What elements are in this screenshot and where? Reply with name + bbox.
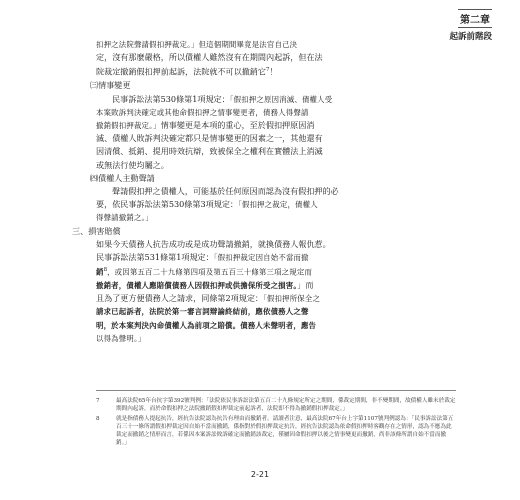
text-run: 院裁定撤銷假扣押前起訴，法院就不可以撤銷它 — [96, 67, 266, 78]
paragraph-line — [96, 159, 456, 172]
footnote-number: 8 — [96, 416, 100, 422]
quote-run: 本案敗訴判決確定或其他命假扣押之情事變更者，債務人得聲請 — [96, 107, 309, 117]
quote-run: 撤銷者，債權人應賠償債務人因假扣押或供擔保所受之損害。 — [96, 281, 298, 291]
text-run: 」而 — [297, 280, 314, 291]
quote-run: 「假扣押所保全之 — [263, 294, 321, 304]
text-run: 情事變更是本項的重心，至於假扣押原因消 — [160, 119, 315, 130]
text-run: ！ — [269, 67, 278, 78]
text-run: 民事訴訟法第530條第1項規定： — [112, 93, 230, 104]
text-run: 扣押之法院聲請假扣押裁定。」但這個期間畢竟是法官自己決 — [96, 40, 298, 49]
page-number: 2-21 — [250, 470, 270, 479]
quote-run: 明，於本案判決內命債權人為前項之賠償。債務人未聲明者，應告 — [96, 320, 317, 330]
paragraph-line — [96, 264, 456, 279]
quote-run: 銷 — [96, 267, 104, 277]
text-run: 定，沒有那麼嚴格，所以債權人雖然沒有在期間內起訴，但在法 — [96, 52, 323, 63]
paragraph-line — [96, 64, 456, 79]
paragraph-line — [96, 251, 456, 264]
footnote-7 — [96, 397, 456, 413]
quote-run: 得聲請撤銷之。」 — [96, 213, 154, 223]
paragraph-line — [96, 51, 456, 64]
footnote-ref[interactable]: 7 — [265, 67, 270, 74]
quote-run: 「假扣押之原因消滅、債權人受 — [229, 94, 333, 104]
quote-run: 撤銷假扣押裁定。」 — [96, 120, 161, 130]
text-run: 或無法行使均屬之。 — [96, 159, 169, 170]
section-label: 起訴前階段 — [449, 32, 492, 42]
paragraph-line — [96, 106, 456, 119]
quote-run: 請求已起訴者，法院於第一審言詞辯論終結前，應依債務人之聲 — [96, 307, 309, 317]
footnote-ref[interactable]: 8 — [103, 267, 108, 274]
paragraph-line — [96, 211, 456, 224]
paragraph-line — [96, 38, 456, 51]
text-run: 因清償、抵銷、提用時效抗辯，致被保全之權利在實體法上消滅 — [96, 146, 323, 157]
text-run: 且為了更方便債務人之請求，同條第2項規定： — [96, 293, 264, 304]
paragraph-line — [96, 279, 456, 292]
text-run: 如果今天債務人抗告成功或是成功聲請撤銷，就換債務人報仇惹。 — [96, 238, 331, 249]
paragraph-line — [96, 198, 456, 211]
paragraph-line — [96, 292, 456, 305]
paragraph-line — [96, 119, 456, 132]
footnote-text: 最高法院65年台抗字第392號判例：「法院依民事訴訟法第五百二十九條規定所定之期間，係裁定期間，非不變期間，故債權人雖未於裁定期間內起訴，而於命假扣押之法院撤銷假扣押裁定前起訴者，法院即不得為撤銷假扣押裁定。」 — [116, 398, 456, 412]
footnote-8 — [96, 415, 456, 447]
paragraph-line — [96, 145, 456, 158]
paragraph-line — [96, 319, 456, 332]
footnote-text: 就是指債務人提起抗告，經抗告法院認為抗告有理由而撤銷者。請讀者注意，最高法院67年台上字第1107號判例認為：「民事訴訟法第五百三十一條所謂假扣押裁定因自始不當而撤銷，係指對於假扣押裁定抗告，經抗告法院認為依命假扣押時客觀存在之情形，認為不應為此裁定而撤銷之情形而言，若係因本案訴訟敗訴確定而撤銷該裁定，僅屬因命假扣押以後之情事變更而撤銷，尚非該條所謂自始不當而撤銷。」 — [116, 416, 454, 446]
paragraph-line — [96, 185, 456, 198]
footnotes — [96, 390, 456, 449]
quote-run: ，或因第五百二十九條第四項及第五百三十條第三項之規定而 — [107, 267, 313, 277]
chapter-label: 第二章 — [458, 9, 492, 28]
text-run: 滅、債權人敗訴判決確定都只是情事變更的因素之一，其他還有 — [96, 133, 323, 144]
quote-run: 「假扣押裁定因自始不當而撤 — [213, 252, 309, 262]
body-text — [72, 38, 456, 345]
paragraph-line — [96, 132, 456, 145]
footnote-number: 7 — [96, 398, 100, 404]
running-header — [449, 8, 492, 42]
quote-run: 「假扣押之裁定，債權人 — [238, 200, 318, 210]
quote-run: 以得為聲明。」 — [96, 333, 146, 343]
subheading-change: ㈢情事變更 — [90, 80, 131, 91]
text-run: 民事訴訟法第531條第1項規定： — [96, 251, 214, 262]
subheading-creditor: ㈣債權人主動聲請 — [90, 172, 155, 183]
paragraph-line — [96, 238, 456, 251]
paragraph-line — [96, 305, 456, 318]
paragraph-line — [96, 332, 456, 345]
section-heading-damages: 三、損害賠償 — [72, 225, 121, 236]
text-run: 聲請假扣押之債權人，可能基於任何原因而認為沒有假扣押的必 — [112, 185, 339, 196]
text-run: 要，依民事訴訟法第530條第3項規定： — [96, 199, 239, 210]
paragraph-line — [96, 93, 456, 106]
